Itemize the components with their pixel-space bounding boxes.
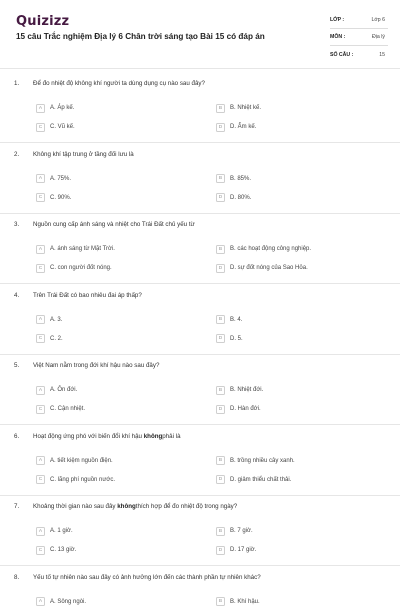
option-letter-box: A: [36, 174, 45, 183]
option-label: D. giảm thiểu chất thải.: [230, 476, 292, 483]
option-label: B. 85%.: [230, 175, 252, 182]
meta-row-subject: [330, 29, 388, 46]
answer-option[interactable]: [216, 262, 308, 274]
question-text: [33, 433, 181, 440]
option-letter-box: B: [216, 597, 225, 606]
question-text: [33, 362, 159, 369]
option-label: A. ánh sáng từ Mặt Trời.: [50, 246, 115, 252]
option-letter-box: C: [36, 546, 45, 555]
option-label: C. 13 giờ.: [50, 547, 77, 553]
option-label: B. Nhiệt đới.: [230, 387, 264, 393]
question-divider: [0, 565, 400, 566]
question-header: [14, 292, 384, 299]
option-letter-box: D: [216, 123, 225, 132]
option-label: B. 7 giờ.: [230, 528, 253, 534]
option-letter-box: D: [216, 193, 225, 202]
question-text-rest: thích hợp để đo nhiệt độ trong ngày?: [135, 503, 238, 510]
option-letter-box: B: [216, 315, 225, 324]
option-label: A. 75%.: [50, 175, 72, 182]
answer-option[interactable]: [216, 314, 242, 326]
meta-label: SỐ CÂU :: [330, 51, 354, 58]
meta-label: LỚP :: [330, 17, 345, 23]
question-number: 7.: [14, 503, 20, 510]
meta-value: Lớp 6: [371, 17, 385, 23]
question-text-main: Việt Nam nằm trong đới khí hậu nào sau đây?: [33, 362, 160, 369]
option-label: C. con người đốt nóng.: [50, 265, 112, 271]
answer-option[interactable]: [216, 121, 256, 133]
answer-option[interactable]: [36, 384, 77, 396]
answer-option[interactable]: [36, 525, 73, 537]
answer-option[interactable]: [216, 102, 261, 114]
answer-option[interactable]: [36, 333, 63, 345]
answer-option[interactable]: [216, 596, 260, 608]
question-header: [14, 80, 384, 87]
question-text-main: Để đo nhiệt độ không khí người ta dùng dụng cụ nào sau đây?: [33, 80, 205, 87]
question-divider: [0, 495, 400, 496]
question-divider: [0, 213, 400, 214]
option-letter-box: D: [216, 405, 225, 414]
question-header: [14, 433, 384, 440]
quizizz-logo: Quizizz: [16, 14, 70, 29]
question-number: 1.: [14, 80, 20, 87]
meta-value: 15: [379, 51, 385, 58]
option-letter-box: B: [216, 386, 225, 395]
question-text: [33, 221, 195, 228]
question-divider: [0, 424, 400, 425]
option-label: C. Cận nhiệt.: [50, 406, 86, 412]
meta-row-class: [330, 12, 388, 29]
question-text-main: Khoảng thời gian nào sau đây: [33, 503, 118, 510]
answer-option[interactable]: [216, 384, 263, 396]
option-label: C. lãng phí nguồn nước.: [50, 476, 115, 483]
answer-option[interactable]: [216, 474, 291, 486]
answer-option[interactable]: [36, 314, 62, 326]
option-letter-box: D: [216, 264, 225, 273]
question-text: [33, 503, 237, 510]
answer-option[interactable]: [36, 243, 115, 255]
answer-option[interactable]: [36, 173, 71, 185]
question-text-main: Nguồn cung cấp ánh sáng và nhiệt cho Trái Đất chủ yếu từ: [33, 221, 195, 228]
option-letter-box: C: [36, 193, 45, 202]
option-letter-box: C: [36, 334, 45, 343]
option-label: B. các hoạt động công nghiệp.: [230, 246, 312, 252]
question-text-main: Trên Trái Đất có bao nhiêu đai áp thấp?: [33, 291, 142, 299]
answer-option[interactable]: [36, 455, 113, 467]
header-divider: [0, 68, 400, 69]
question-text-main: Không khí tập trung ở tầng đối lưu là: [33, 150, 134, 158]
option-letter-box: D: [216, 546, 225, 555]
question-header: [14, 221, 384, 228]
option-label: A. Áp kế.: [50, 105, 75, 111]
answer-option[interactable]: [36, 596, 86, 608]
option-letter-box: B: [216, 456, 225, 465]
option-letter-box: B: [216, 104, 225, 113]
option-label: D. 17 giờ.: [230, 547, 257, 553]
question-number: 6.: [14, 432, 20, 440]
option-letter-box: C: [36, 475, 45, 484]
answer-option[interactable]: [216, 173, 251, 185]
answer-option[interactable]: [216, 525, 253, 537]
answer-option[interactable]: [36, 403, 85, 415]
meta-value: Địa lý: [372, 34, 385, 40]
option-letter-box: A: [36, 386, 45, 395]
option-letter-box: C: [36, 264, 45, 273]
question-number: 4.: [14, 291, 20, 299]
option-label: D. Ẩm kế.: [230, 124, 257, 130]
option-label: A. Ôn đới.: [50, 387, 78, 393]
answer-option[interactable]: [36, 544, 76, 556]
question-divider: [0, 142, 400, 143]
option-label: A. 3.: [50, 316, 63, 323]
option-letter-box: D: [216, 334, 225, 343]
option-label: B. trồng nhiều cây xanh.: [230, 457, 295, 464]
option-label: A. Sông ngòi.: [50, 598, 87, 605]
question-header: [14, 151, 384, 158]
meta-label: MÔN :: [330, 34, 346, 40]
option-letter-box: B: [216, 527, 225, 536]
option-letter-box: B: [216, 174, 225, 183]
option-letter-box: B: [216, 245, 225, 254]
question-text-main: Hoạt động ứng phó với biến đổi khí hậu: [33, 432, 144, 440]
option-letter-box: A: [36, 456, 45, 465]
option-letter-box: C: [36, 123, 45, 132]
question-number: 2.: [14, 150, 20, 158]
question-divider: [0, 283, 400, 284]
question-text: [33, 574, 261, 581]
answer-option[interactable]: [36, 262, 112, 274]
worksheet-meta: [330, 12, 388, 63]
question-number: 8.: [14, 573, 20, 581]
question-number: 5.: [14, 362, 20, 369]
option-letter-box: A: [36, 597, 45, 606]
option-letter-box: A: [36, 104, 45, 113]
answer-option[interactable]: [216, 333, 243, 345]
question-number: 3.: [14, 221, 20, 228]
worksheet-title: 15 câu Trắc nghiệm Địa lý 6 Chân trời sáng tạo Bài 15 có đáp án: [16, 32, 265, 41]
option-label: D. 5.: [230, 335, 243, 342]
question-text-emphasis: không: [143, 432, 163, 440]
option-label: D. 80%.: [230, 194, 252, 201]
option-letter-box: A: [36, 315, 45, 324]
answer-option[interactable]: [36, 192, 71, 204]
answer-option[interactable]: [36, 102, 74, 114]
question-header: [14, 503, 384, 510]
question-divider: [0, 354, 400, 355]
option-label: A. 1 giờ.: [50, 528, 73, 534]
question-text: [33, 80, 205, 87]
option-letter-box: D: [216, 475, 225, 484]
option-label: C. Vũ kế.: [50, 124, 75, 130]
option-label: D. Hàn đới.: [230, 406, 261, 412]
question-text-rest: phải là: [162, 432, 181, 440]
answer-option[interactable]: [216, 544, 256, 556]
answer-option[interactable]: [216, 455, 295, 467]
question-header: [14, 574, 384, 581]
meta-row-question-count: [330, 46, 388, 63]
question-text: [33, 292, 142, 299]
question-text: [33, 151, 134, 158]
option-label: C. 90%.: [50, 194, 72, 201]
question-header: [14, 362, 384, 369]
answer-option[interactable]: [36, 121, 75, 133]
option-label: B. 4.: [230, 316, 243, 323]
question-text-emphasis: không: [117, 503, 136, 510]
option-letter-box: A: [36, 527, 45, 536]
answer-option[interactable]: [216, 243, 311, 255]
option-letter-box: A: [36, 245, 45, 254]
question-text-main: Yếu tố tự nhiên nào sau đây có ảnh hưởng lớn đến các thành phần tự nhiên khác?: [33, 573, 261, 581]
answer-option[interactable]: [216, 403, 261, 415]
option-label: A. tiết kiệm nguồn điện.: [50, 457, 113, 464]
answer-option[interactable]: [36, 474, 115, 486]
answer-option[interactable]: [216, 192, 251, 204]
option-letter-box: C: [36, 405, 45, 414]
option-label: B. Nhiệt kế.: [230, 105, 262, 111]
option-label: C. 2.: [50, 335, 63, 342]
option-label: D. sự đốt nóng của Sao Hỏa.: [230, 265, 308, 271]
option-label: B. Khí hậu.: [230, 598, 260, 605]
